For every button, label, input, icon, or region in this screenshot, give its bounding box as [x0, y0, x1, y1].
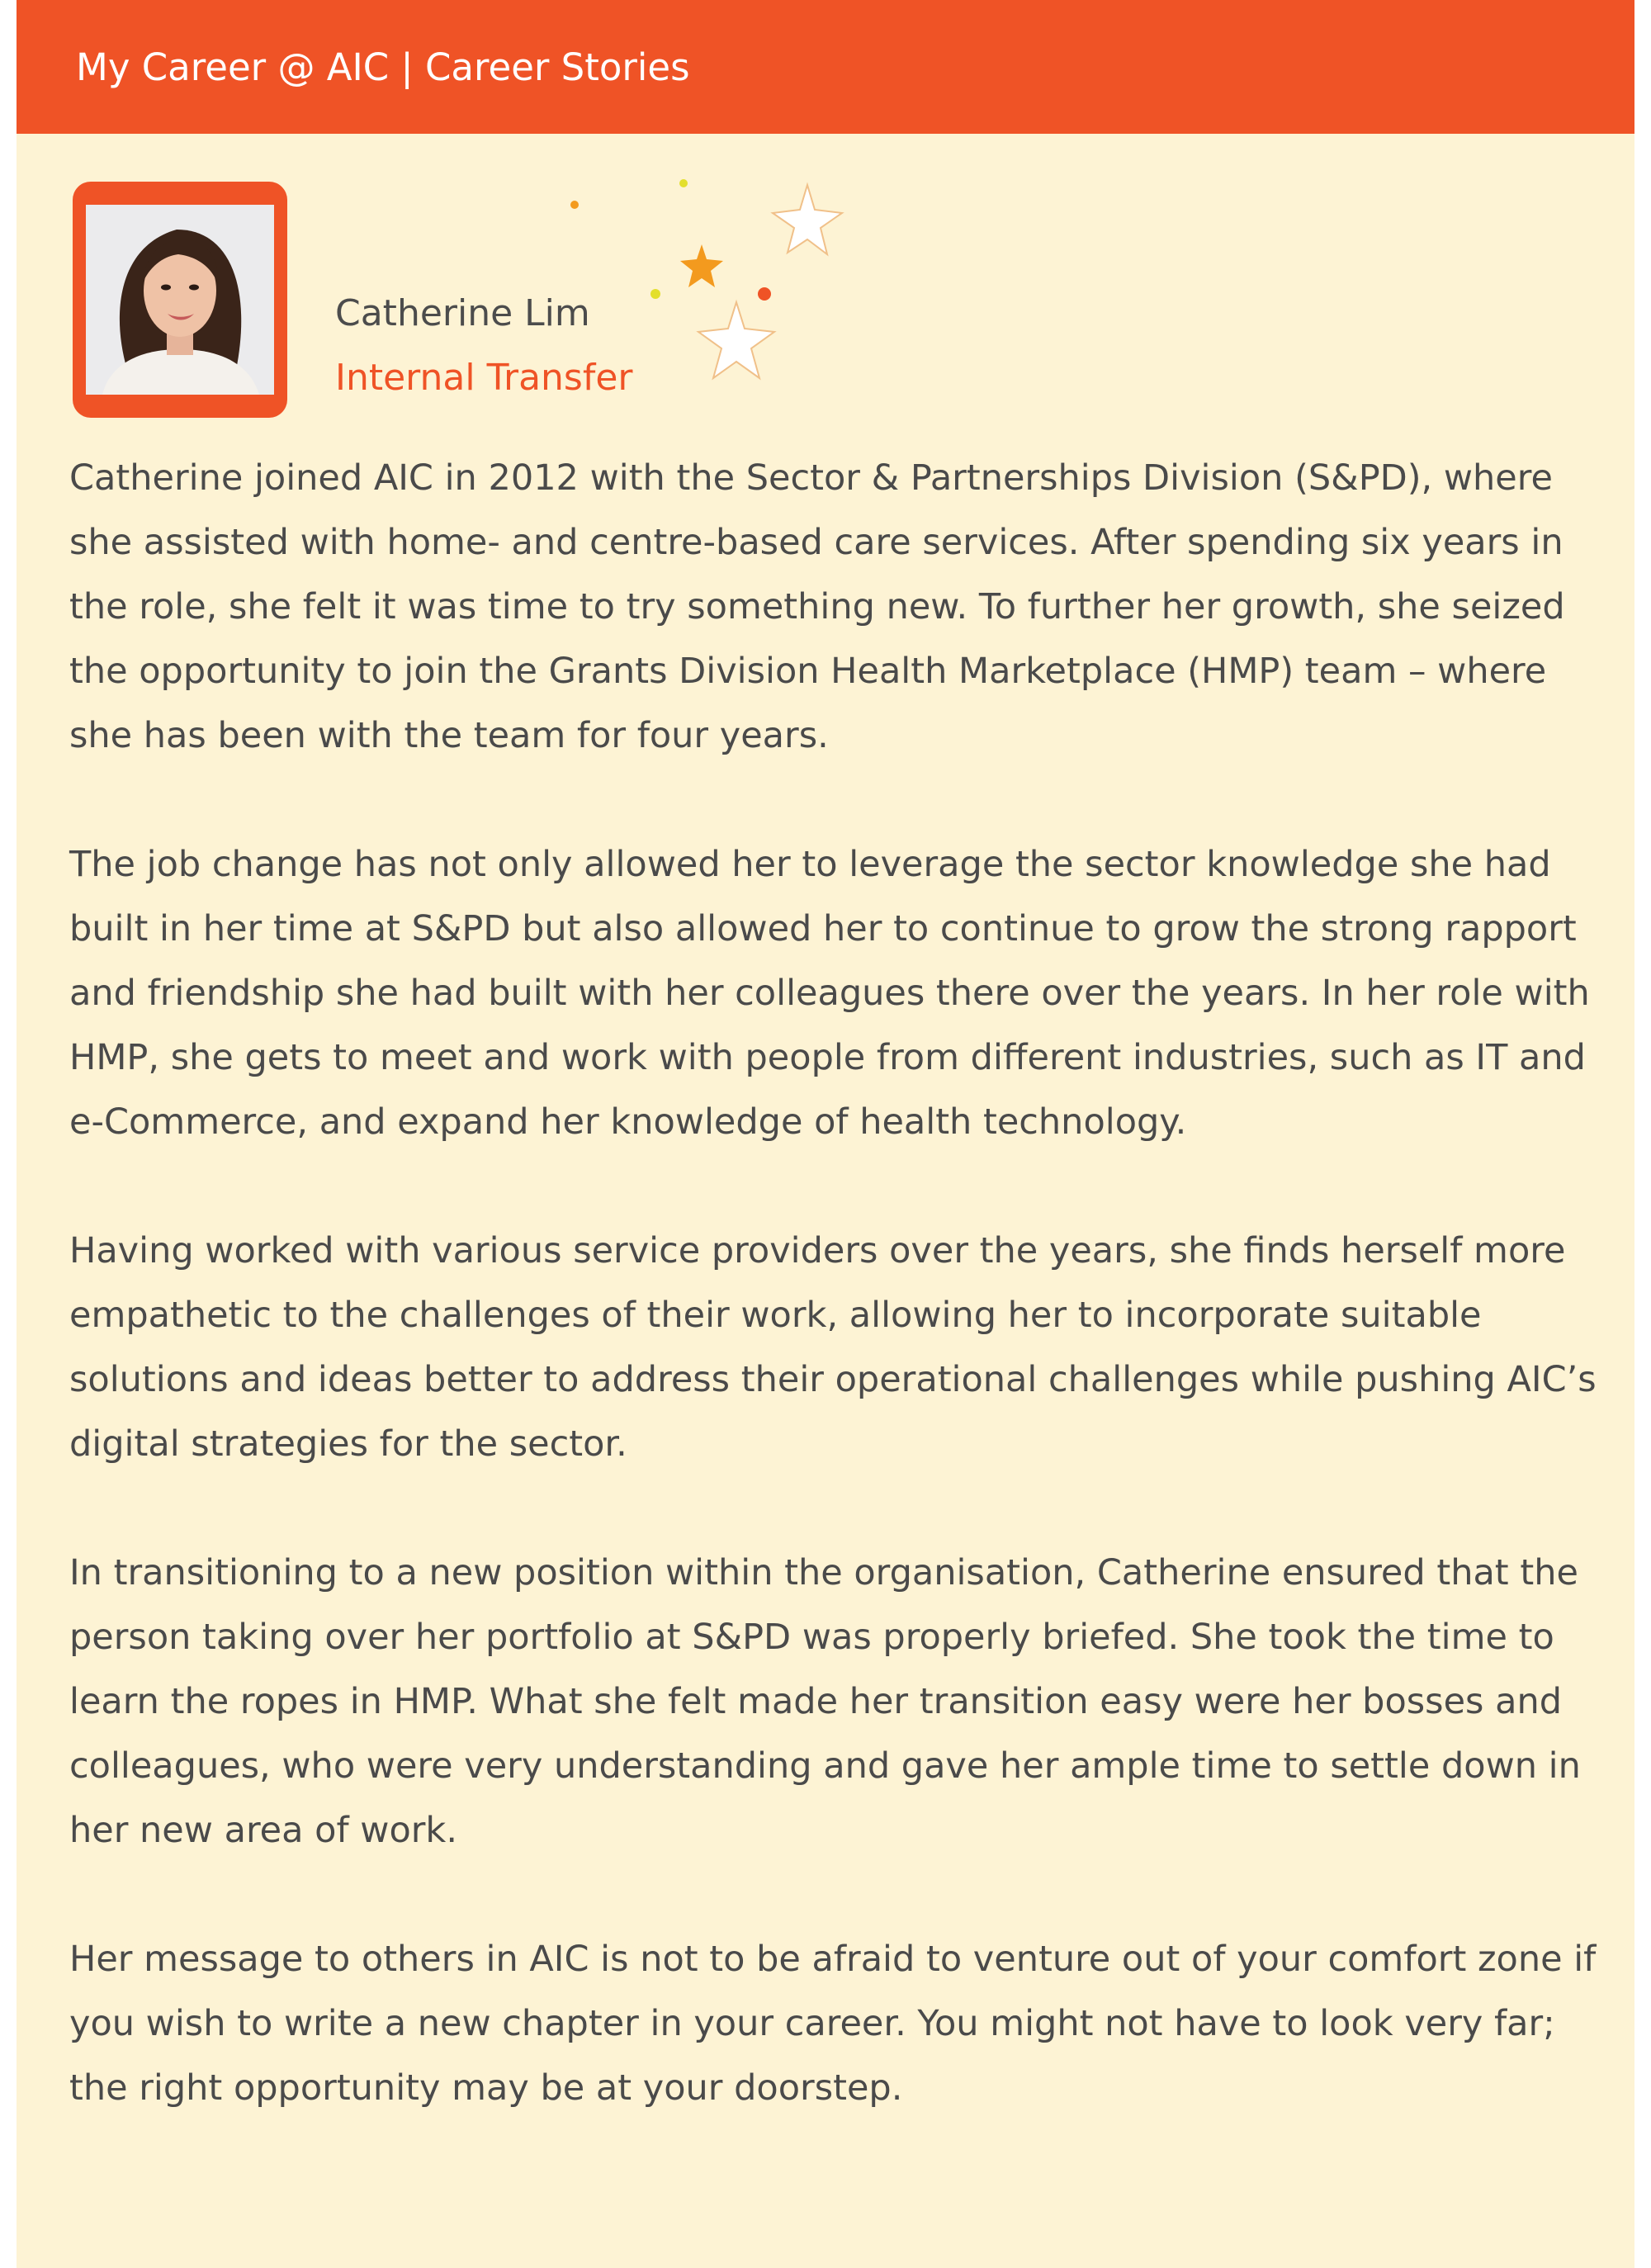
person-name: Catherine Lim [335, 292, 590, 334]
story-paragraph: Having worked with various service providers over the years, she finds herself more empathetic to the challenges of their work, allowing her to incorporate suitable solutions and ideas better to address their operational challenges while pushing AIC’s digital strategies for the sector. [69, 1230, 1597, 1465]
person-role: Internal Transfer [335, 357, 633, 399]
career-story-page [17, 0, 1634, 2268]
portrait-illustration [86, 205, 274, 395]
confetti-dot-icon [570, 201, 579, 209]
story-paragraph: Catherine joined AIC in 2012 with the Sector & Partnerships Division (S&PD), where she assisted with home- and centre-based care services. After spending six years in the role, she felt it was time to try something new. To further her growth, she seized the opportunity to join the Grants Division Health Marketplace (HMP) team – where she has been with the team for four years. [69, 457, 1565, 756]
story-paragraph: In transitioning to a new position within the organisation, Catherine ensured that the person taking over her portfolio at S&PD was properly briefed. She took the time to learn the ropes in HMP. What she felt made her transition easy were her bosses and colleagues, who were very understanding and gave her ample time to settle down in her new area of work. [69, 1552, 1581, 1851]
star-outline-icon [698, 302, 774, 378]
confetti-dot-icon [758, 287, 771, 301]
profile-photo-frame [73, 182, 287, 418]
confetti-dot-icon [650, 289, 660, 299]
story-body [69, 446, 1605, 2185]
star-filled-icon [680, 244, 723, 287]
story-paragraph: The job change has not only allowed her to leverage the sector knowledge she had built in her time at S&PD but also allowed her to continue to grow the strong rapport and friendship she had built with her colleagues there over the years. In her role with HMP, she gets to meet and work with people from different industries, such as IT and e-Commerce, and expand her knowledge of health technology. [69, 844, 1590, 1143]
confetti-dot-icon [679, 179, 688, 187]
star-outline-icon [773, 185, 842, 254]
page-title: My Career @ AIC | Career Stories [76, 45, 690, 89]
profile-photo [86, 205, 274, 395]
story-paragraph: Her message to others in AIC is not to be afraid to venture out of your comfort zone if you wish to write a new chapter in your career. You might not have to look very far; the right opportunity may be at your doorstep. [69, 1939, 1597, 2109]
header-bar [17, 0, 1634, 134]
